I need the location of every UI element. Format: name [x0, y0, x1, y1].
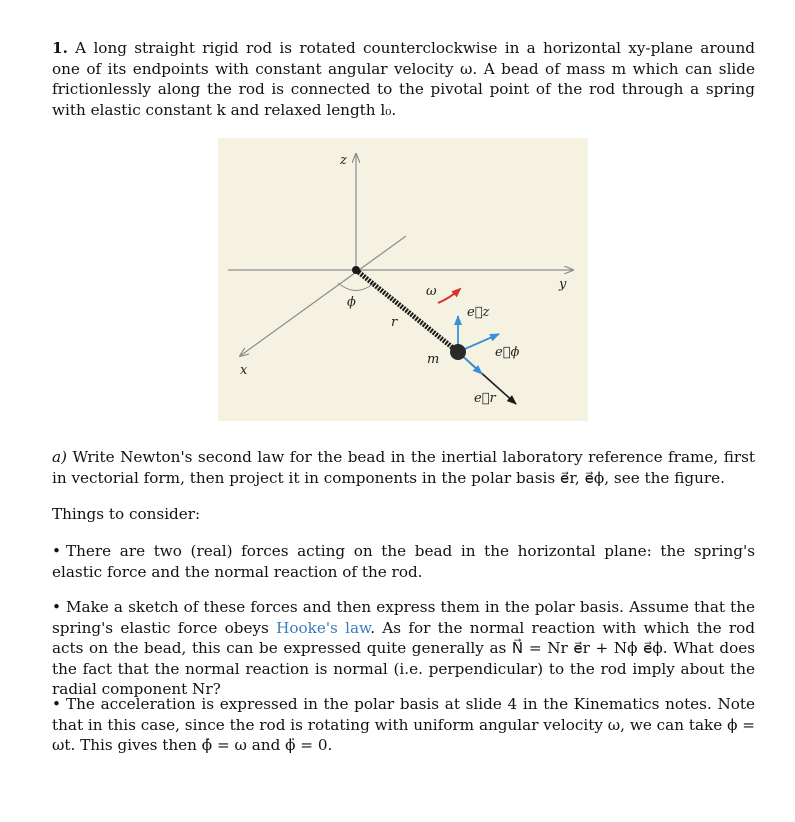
hookes-law-link[interactable]: Hooke's law	[276, 618, 371, 637]
bullet-acceleration	[52, 694, 755, 756]
label-e-z: e⃗z	[467, 305, 490, 320]
part-a	[52, 447, 755, 488]
things-heading: Things to consider:	[52, 505, 201, 523]
bullet-dot: •	[52, 542, 61, 560]
bullet-3-text: The acceleration is expressed in the polar basis at slide 4 in the Kinematics notes. Note that in this case, since the rod is rotating with uniform angular velocity ω, we can take ϕ = ωt. This gives then ϕ̇ = ω and ϕ̈ = 0.	[52, 695, 755, 755]
problem-number: 1.	[52, 39, 68, 57]
label-omega: ω	[426, 284, 437, 299]
label-z: z	[340, 153, 347, 168]
bullet-1-text: There are two (real) forces acting on the bead in the horizontal plane: the spring's elastic force and the normal reaction of the rod.	[52, 542, 755, 581]
label-y: y	[559, 277, 567, 292]
label-m: m	[427, 352, 440, 367]
pivot-point	[352, 266, 360, 274]
label-e-phi: e⃗ϕ	[495, 345, 520, 360]
part-a-label: a)	[52, 448, 67, 466]
label-r: r	[391, 315, 398, 330]
problem-intro-text: A long straight rigid rod is rotated counterclockwise in a horizontal xy-plane around one of its endpoints with constant angular velocity ω. A bead of mass m which can slide frictionlessly along the rod is connected to the pivotal point of the rod through a spring with elastic constant k and relaxed length l₀.	[52, 39, 756, 119]
phi-angle-arc	[338, 283, 374, 291]
rod	[356, 270, 458, 352]
problem-intro	[52, 38, 755, 120]
bullet-sketch	[52, 597, 755, 700]
bead	[450, 344, 466, 360]
label-e-r: e⃗r	[474, 391, 496, 406]
rod-figure	[218, 138, 588, 421]
label-x: x	[240, 363, 248, 378]
part-a-text: Write Newton's second law for the bead in the inertial laboratory reference frame, first in vectorial form, then project it in components in the polar basis e⃗r, e⃗ϕ, see the figure.	[52, 448, 756, 487]
bullet-2-text-before: Make a sketch of these forces and then express them in the polar basis. Assume that the spring's elastic force obeys	[52, 598, 755, 637]
bullet-dot: •	[52, 598, 61, 616]
bullet-dot: •	[52, 695, 61, 713]
label-phi: ϕ	[347, 295, 356, 310]
bullet-2-text-after: . As for the normal reaction with which the rod acts on the bead, this can be expressed quite generally as N⃗ = Nr e⃗r + Nϕ e⃗ϕ. What does the fact that the normal reaction is normal (i.e. perpendicular) to the rod imply about the radial component Nr?	[52, 618, 756, 699]
rotation-arrow	[438, 289, 460, 303]
bullet-forces	[52, 541, 755, 582]
x-axis	[240, 236, 406, 356]
